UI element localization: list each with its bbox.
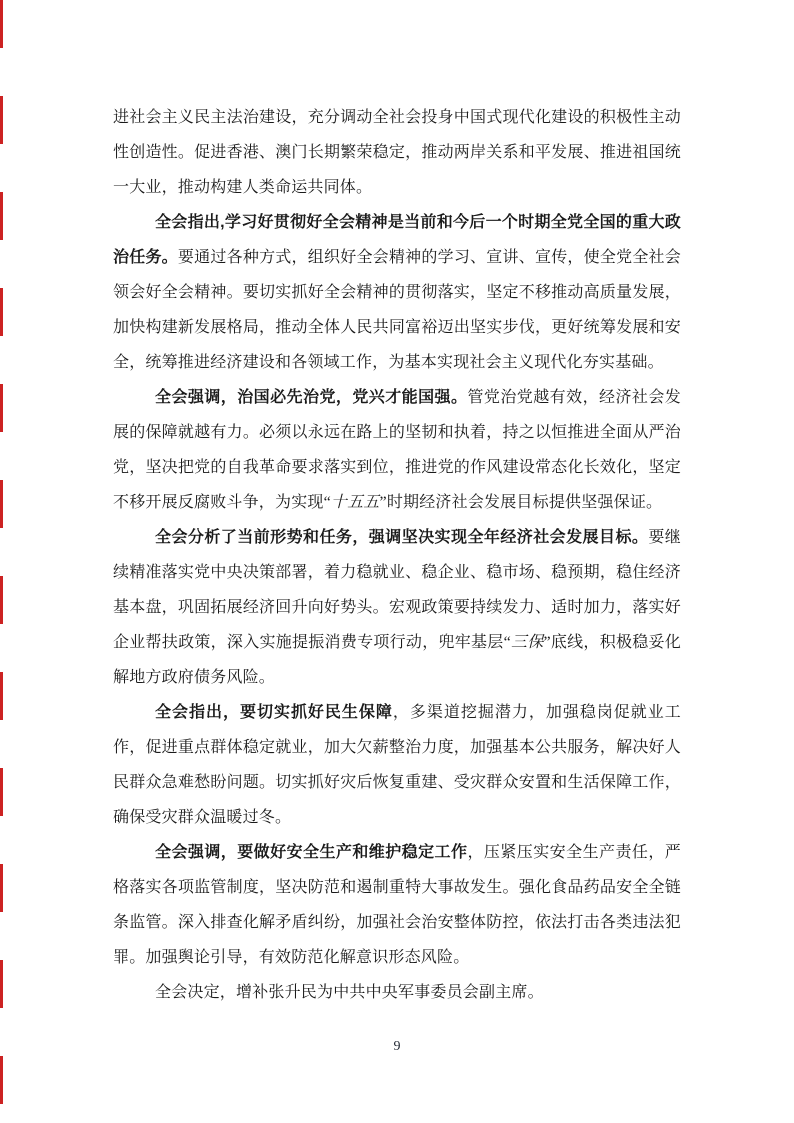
- body-text: ”底线，积极稳妥化解地方政府债务风险。: [113, 634, 681, 686]
- paragraph: [113, 100, 681, 205]
- document-body: [113, 100, 681, 1010]
- page-number: 9: [393, 1039, 401, 1054]
- paragraph: [113, 835, 681, 975]
- left-edge-scan-marks: [0, 0, 3, 1123]
- bold-lead-text: 全会分析了当前形势和任务，强调坚决实现全年经济社会发展目标。: [155, 529, 649, 546]
- kaiti-quoted-text: 三保: [510, 634, 544, 651]
- paragraph: [113, 975, 681, 1010]
- bold-lead-text: 全会强调，要做好安全生产和维护稳定工作: [155, 844, 468, 861]
- bold-lead-text: 全会强调，治国必先治党，党兴才能国强。: [155, 389, 468, 406]
- body-text: ”时期经济社会发展目标提供坚强保证。: [379, 494, 663, 511]
- body-text: 管党治党越有效，经济社会发展的保障就越有力。必须以永远在路上的坚韧和执着，持之以恒推进全面从严治党，坚决把党的自我革命要求落实到位，推进党的作风建设常态化长效化，坚定不移开展反腐败斗争，为实现“: [113, 389, 681, 511]
- body-text: 要继续精准落实党中央决策部署，着力稳就业、稳企业、稳市场、稳预期，稳住经济基本盘，巩固拓展经济回升向好势头。宏观政策要持续发力、适时加力，落实好企业帮扶政策，深入实施提振消费专项行动，兜牢基层“: [113, 529, 681, 651]
- body-text: 进社会主义民主法治建设，充分调动全社会投身中国式现代化建设的积极性主动性创造性。促进香港、澳门长期繁荣稳定，推动两岸关系和平发展、推进祖国统一大业，推动构建人类命运共同体。: [113, 109, 681, 196]
- paragraph: [113, 205, 681, 380]
- paragraph: [113, 695, 681, 835]
- bold-lead-text: 全会指出，要切实抓好民生保障: [155, 704, 393, 721]
- paragraph: [113, 520, 681, 695]
- body-text: ，多渠道挖掘潜力，加强稳岗促就业工作，促进重点群体稳定就业，加大欠薪整治力度，加强基本公共服务，解决好人民群众急难愁盼问题。切实抓好灾后恢复重建、受灾群众安置和生活保障工作，确保受灾群众温暖过冬。: [113, 704, 681, 826]
- kaiti-quoted-text: 十五五: [330, 494, 380, 511]
- body-text: 要通过各种方式，组织好全会精神的学习、宣讲、宣传，使全党全社会领会好全会精神。要切实抓好全会精神的贯彻落实，坚定不移推动高质量发展，加快构建新发展格局，推动全体人民共同富裕迈出坚实步伐，更好统筹发展和安全，统筹推进经济建设和各领域工作，为基本实现社会主义现代化夯实基础。: [113, 249, 681, 371]
- bold-lead-text: 全会指出,学习好贯彻好全会精神是当前和今后一个时期全党全国的重大政治任务。: [113, 214, 681, 266]
- body-text: 全会决定，增补张升民为中共中央军事委员会副主席。: [155, 984, 544, 1001]
- paragraph: [113, 380, 681, 520]
- body-text: ，压紧压实安全生产责任，严格落实各项监管制度，坚决防范和遏制重特大事故发生。强化食品药品安全全链条监管。深入排查化解矛盾纠纷，加强社会治安整体防控，依法打击各类违法犯罪。加强舆论引导，有效防范化解意识形态风险。: [113, 844, 681, 966]
